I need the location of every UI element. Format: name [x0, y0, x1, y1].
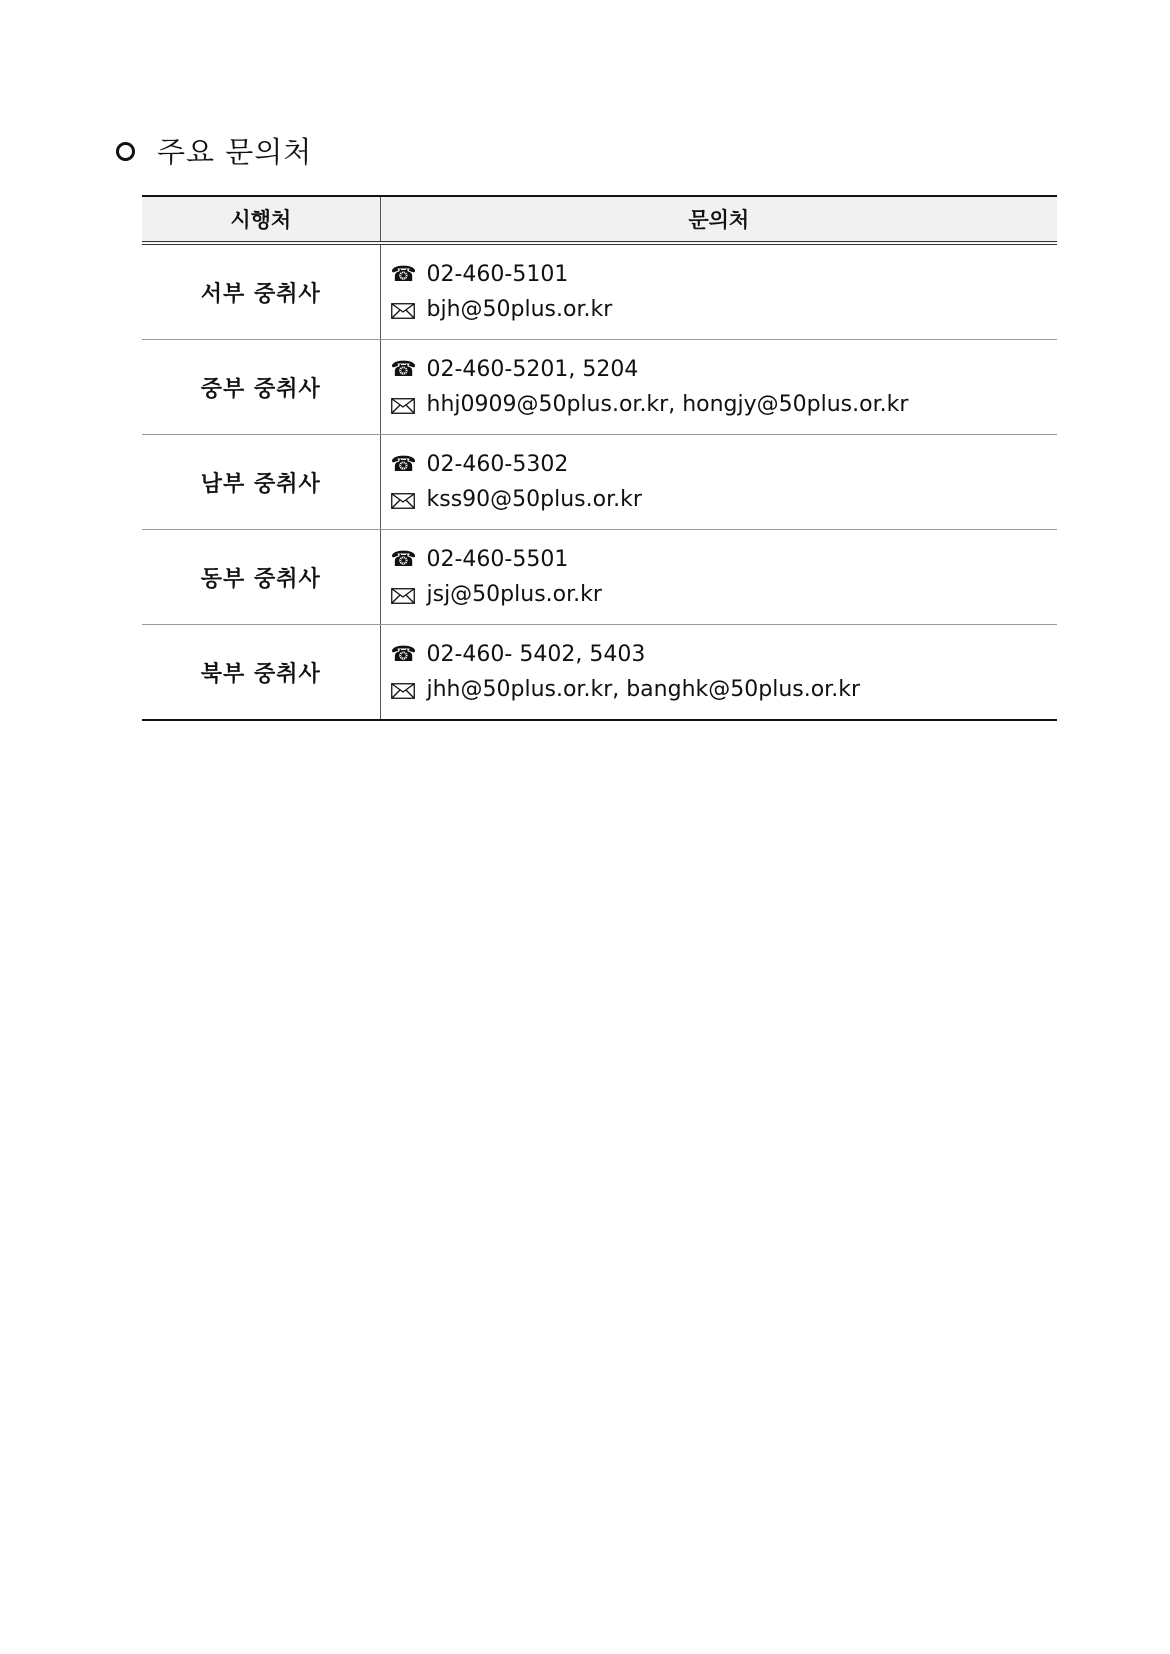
email-address[interactable]: jhh@50plus.or.kr, banghk@50plus.or.kr [426, 677, 860, 702]
envelope-icon [391, 683, 415, 699]
telephone-icon: ☎ [390, 452, 417, 476]
telephone-icon: ☎ [390, 642, 417, 666]
phone-number: 02-460-5501 [426, 547, 569, 572]
header-agency: 시행처 [142, 196, 380, 243]
envelope-icon [391, 303, 415, 319]
email-line [391, 482, 1058, 517]
header-contact: 문의처 [380, 196, 1057, 243]
table-row [142, 530, 1057, 625]
table-row [142, 625, 1057, 721]
telephone-icon: ☎ [390, 262, 417, 286]
phone-line [391, 257, 1058, 292]
envelope-icon [391, 493, 415, 509]
table-header-row [142, 196, 1057, 243]
table-body [142, 243, 1057, 720]
contact-cell [380, 243, 1057, 340]
section-heading [116, 130, 312, 170]
email-line [391, 292, 1058, 327]
contact-cell [380, 340, 1057, 435]
envelope-icon [391, 398, 415, 414]
phone-line [391, 542, 1058, 577]
contact-cell [380, 530, 1057, 625]
phone-number: 02-460- 5402, 5403 [426, 642, 646, 667]
phone-number: 02-460-5302 [426, 452, 569, 477]
telephone-icon: ☎ [390, 357, 417, 381]
phone-line [391, 637, 1058, 672]
org-cell: 서부 중취사 [142, 243, 380, 340]
circle-bullet-icon [116, 142, 135, 161]
org-cell: 북부 중취사 [142, 625, 380, 721]
phone-line [391, 447, 1058, 482]
contact-cell [380, 625, 1057, 721]
phone-line [391, 352, 1058, 387]
phone-number: 02-460-5101 [426, 262, 569, 287]
email-address[interactable]: jsj@50plus.or.kr [426, 582, 602, 607]
email-line [391, 577, 1058, 612]
telephone-icon: ☎ [390, 547, 417, 571]
contact-table [142, 195, 1057, 721]
contact-cell [380, 435, 1057, 530]
table-row [142, 340, 1057, 435]
org-cell: 남부 중취사 [142, 435, 380, 530]
envelope-icon [391, 588, 415, 604]
email-line [391, 387, 1058, 422]
table-row [142, 435, 1057, 530]
org-cell: 중부 중취사 [142, 340, 380, 435]
org-cell: 동부 중취사 [142, 530, 380, 625]
email-address[interactable]: kss90@50plus.or.kr [426, 487, 642, 512]
email-address[interactable]: bjh@50plus.or.kr [426, 297, 613, 322]
email-address[interactable]: hhj0909@50plus.or.kr, hongjy@50plus.or.kr [426, 392, 909, 417]
table-row [142, 243, 1057, 340]
section-title: 주요 문의처 [157, 134, 313, 169]
phone-number: 02-460-5201, 5204 [426, 357, 639, 382]
email-line [391, 672, 1058, 707]
